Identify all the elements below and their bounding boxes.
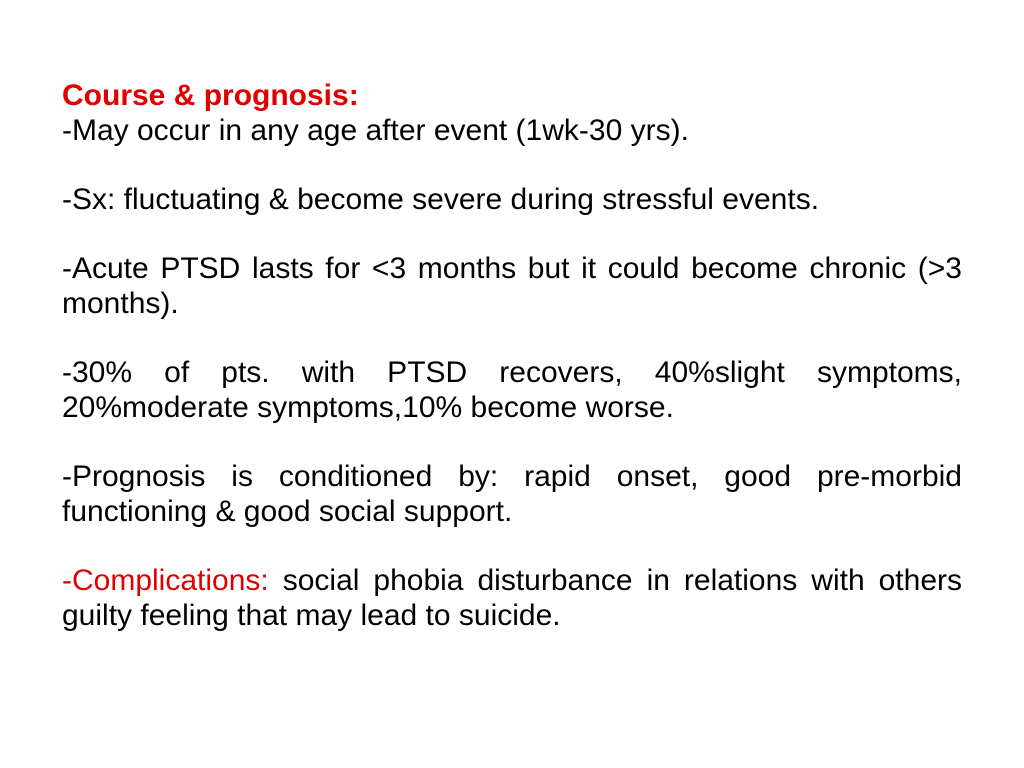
- slide-content: [62, 78, 962, 667]
- prognosis-paragraph: -Prognosis is conditioned by: rapid onset, good pre-morbid functioning & good social support.: [62, 460, 962, 528]
- complications-text: social phobia disturbance in relations with others guilty feeling that may lead to suicide.: [62, 564, 962, 632]
- slide-title: Course & prognosis:: [62, 79, 359, 112]
- onset-line: -May occur in any age after event (1wk-30 yrs).: [62, 114, 689, 147]
- acute-ptsd-paragraph: -Acute PTSD lasts for <3 months but it could become chronic (>3 months).: [62, 252, 962, 320]
- symptoms-paragraph: -Sx: fluctuating & become severe during stressful events.: [62, 183, 820, 216]
- complications-label: -Complications:: [62, 564, 269, 597]
- heading-block: [62, 78, 962, 148]
- complications-paragraph: [62, 563, 962, 633]
- recovery-stats-paragraph: -30% of pts. with PTSD recovers, 40%slight symptoms, 20%moderate symptoms,10% become worse.: [62, 356, 962, 424]
